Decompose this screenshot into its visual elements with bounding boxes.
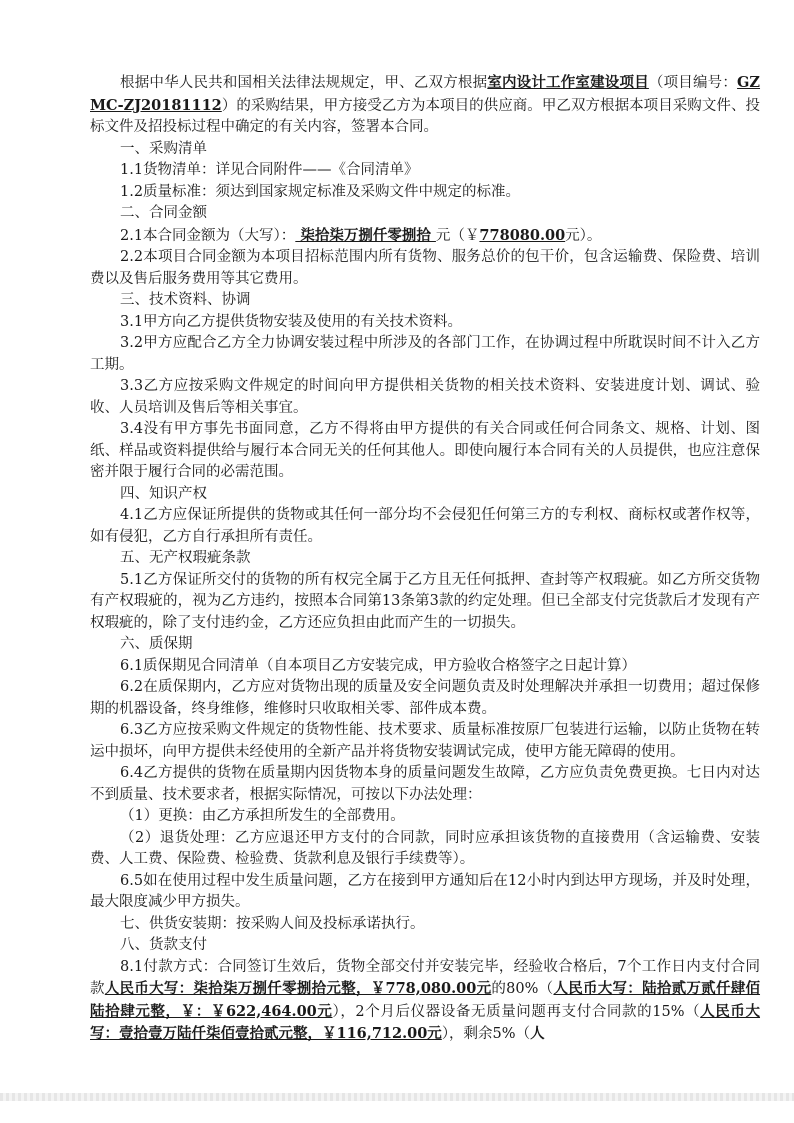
clause-text: 元（￥ bbox=[435, 227, 480, 244]
clause-3-4: 3.4没有甲方事先书面同意，乙方不得将由甲方提供的有关合同或任何合同条文、规格、计划、图纸、样品或资料提供给与履行本合同无关的任何其他人。即使向履行本合同有关的人员提供，也应注意保密并限于履行合同的必需范围。 bbox=[90, 421, 760, 480]
clause-3-1: 3.1甲方向乙方提供货物安装及使用的有关技术资料。 bbox=[120, 313, 463, 330]
clause-text: ），剩余5%（ bbox=[441, 1026, 531, 1042]
section-title: 八、货款支付 bbox=[120, 937, 207, 953]
clause-2-2: 2.2本项目合同金额为本项目招标范围内所有货物、服务总价的包干价，包含运输费、保险费、培训费以及售后服务费用等其它费用。 bbox=[90, 249, 760, 287]
intro-text: ）的采购结果，甲方接受乙方为本项目的供应商。甲乙双方根据本项目采购文件、投标文件及招投标过程中确定的有关内容，签署本合同。 bbox=[90, 97, 760, 135]
intro-text: 根据中华人民共和国相关法律法规规定，甲、乙双方根据 bbox=[120, 75, 488, 91]
clause-2-1 bbox=[90, 225, 760, 248]
clause-text: 2.1本合同金额为（大写）： bbox=[120, 227, 296, 244]
clause-text: 8.1付款方式：合同签订生效后，货物全部交付并安装完毕，经验收合格后，7个工作日内支付合同款 bbox=[90, 958, 760, 997]
section-title: 六、质保期 bbox=[120, 636, 193, 652]
clause-text: 人 bbox=[530, 1025, 545, 1042]
clause-1-2: 1.2质量标准：须达到国家规定标准及采购文件中规定的标准。 bbox=[120, 183, 521, 200]
clause-8-1 bbox=[90, 957, 760, 1046]
clause-4-1: 4.1乙方应保证所提供的货物或其任何一部分均不会侵犯任何第三方的专利权、商标权或著作权等，如有侵犯，乙方自行承担所有责任。 bbox=[90, 507, 760, 545]
section-title: 三、技术资料、协调 bbox=[120, 292, 251, 308]
clause-3-2: 3.2甲方应配合乙方全力协调安装过程中所涉及的各部门工作，在协调过程中所耽误时间不计入乙方工期。 bbox=[90, 335, 760, 373]
payment-15-percent: 人民币大写：壹拾壹万陆仟柒佰壹拾贰元整，￥116,712.00元 bbox=[90, 1002, 761, 1042]
intro-paragraph bbox=[90, 72, 760, 139]
section-title: 五、无产权瑕疵条款 bbox=[120, 550, 251, 566]
section-title: 七、供货安装期：按采购人间及投标承诺执行。 bbox=[120, 915, 425, 932]
section-title: 四、知识产权 bbox=[120, 485, 207, 502]
clause-text: 的80%（ bbox=[491, 981, 554, 997]
intro-text: （项目编号： bbox=[648, 75, 738, 91]
contract-page bbox=[90, 72, 760, 1046]
clause-6-4-2: （2）退货处理：乙方应退还甲方支付的合同款，同时应承担该货物的直接费用（含运输费、安装费、人工费、保险费、检验费、货款利息及银行手续费等）。 bbox=[90, 829, 760, 867]
clause-5-1: 5.1乙方保证所交付的货物的所有权完全属于乙方且无任何抵押、查封等产权瑕疵。如乙方所交货物有产权瑕疵的，视为乙方违约，按照本合同第13条第3款的约定处理。但已全部支付完货款后才发现有产权瑕疵的，除了支付违约金，乙方还应负担由此而产生的一切损失。 bbox=[90, 571, 760, 631]
section-title: 一、采购清单 bbox=[120, 140, 207, 157]
contract-amount-words: 柒拾柒万捌仟零捌拾 bbox=[295, 226, 436, 244]
clause-1-1: 1.1货物清单：详见合同附件——《合同清单》 bbox=[120, 162, 419, 178]
clause-6-5: 6.5如在使用过程中发生质量问题，乙方在接到甲方通知后在12小时内到达甲方现场，并及时处理，最大限度减少甲方损失。 bbox=[90, 872, 760, 910]
clause-6-2: 6.2在质保期内，乙方应对货物出现的质量及安全问题负责及时处理解决并承担一切费用；超过保修期的机器设备，终身维修，维修时只收取相关零、部件成本费。 bbox=[90, 679, 760, 717]
clause-text: ），2个月后仪器设备无质量问题再支付合同款的15%（ bbox=[332, 1003, 701, 1020]
clause-text: 元）。 bbox=[565, 227, 602, 244]
scan-edge bbox=[0, 1093, 794, 1101]
project-name: 室内设计工作室建设项目 bbox=[487, 74, 649, 91]
clause-6-4: 6.4乙方提供的货物在质量期内因货物本身的质量问题发生故障，乙方应负责免费更换。七日内对达不到质量、技术要求者，根据实际情况，可按以下办法处理： bbox=[90, 765, 760, 803]
project-code: GZMC-ZJ20181112 bbox=[90, 74, 761, 114]
section-title: 二、合同金额 bbox=[120, 205, 207, 221]
contract-amount-number: 778080.00 bbox=[479, 226, 566, 244]
clause-6-1: 6.1质保期见合同清单（自本项目乙方安装完成，甲方验收合格签字之日起计算） bbox=[120, 657, 637, 674]
clause-6-4-1: （1）更换：由乙方承担所发生的全部费用。 bbox=[120, 808, 405, 824]
payment-total: 人民币大写：柒拾柒万捌仟零捌拾元整，￥778,080.00元 bbox=[104, 980, 492, 997]
payment-80-percent: 人民币大写：陆拾贰万贰仟肆佰陆拾肆元整，￥：￥622,464.00元 bbox=[90, 980, 761, 1020]
clause-6-3: 6.3乙方应按采购文件规定的货物性能、技术要求、质量标准按原厂包装进行运输，以防止货物在转运中损坏，向甲方提供未经使用的全新产品并将货物安装调试完成，使甲方能无障碍的使用。 bbox=[90, 722, 760, 760]
clause-3-3: 3.3乙方应按采购文件规定的时间向甲方提供相关货物的相关技术资料、安装进度计划、调试、验收、人员培训及售后等相关事宜。 bbox=[90, 378, 760, 416]
